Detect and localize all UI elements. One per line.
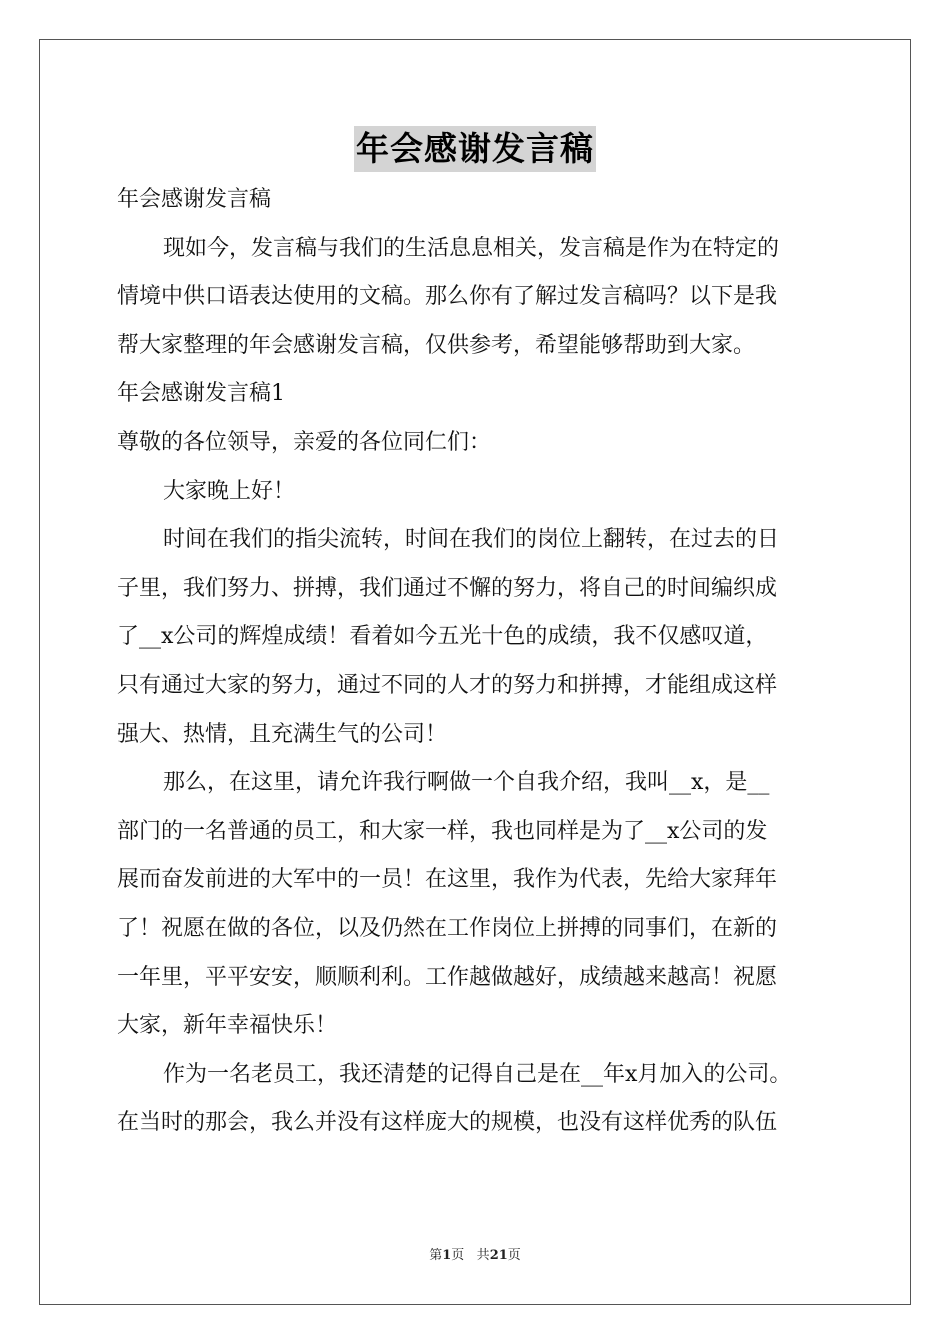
page-number: 1 [442,1248,452,1263]
document-title: 年会感谢发言稿 [354,126,596,172]
page-suffix: 页 [451,1248,465,1263]
text-line: 年会感谢发言稿1 [117,381,285,407]
text-line: 强大、热情，且充满生气的公司！ [117,721,448,747]
text-line: 大家，新年幸福快乐！ [117,1013,338,1039]
document-body [117,176,837,1148]
text-line: 现如今，发言稿与我们的生活息息相关，发言稿是作为在特定的 [163,235,780,261]
total-pages: 21 [489,1248,508,1263]
text-line: 年会感谢发言稿 [117,187,272,212]
page-footer [0,1247,950,1265]
text-line: 在当时的那会，我么并没有这样庞大的规模，也没有这样优秀的队伍 [117,1110,778,1136]
text-line: 展而奋发前进的大军中的一员！在这里，我作为代表，先给大家拜年 [117,867,778,893]
text-line: 尊敬的各位领导，亲爱的各位同仁们： [117,429,492,455]
page-prefix: 第 [429,1248,443,1263]
text-line: 了__x公司的辉煌成绩！看着如今五光十色的成绩，我不仅感叹道， [117,624,768,650]
text-line: 一年里，平平安安，顺顺利利。工作越做越好，成绩越来越高！祝愿 [117,964,778,990]
text-line: 情境中供口语表达使用的文稿。那么你有了解过发言稿吗？以下是我 [117,284,778,310]
text-line: 只有通过大家的努力，通过不同的人才的努力和拼搏，才能组成这样 [117,672,778,698]
text-line: 部门的一名普通的员工，和大家一样，我也同样是为了__x公司的发 [117,818,768,844]
text-line: 作为一名老员工，我还清楚的记得自己是在__年x月加入的公司。 [163,1061,792,1087]
text-line: 子里，我们努力、拼搏，我们通过不懈的努力，将自己的时间编织成 [117,575,778,601]
total-prefix: 共 [476,1248,490,1263]
text-line: 那么，在这里，请允许我行啊做一个自我介绍，我叫__x，是__ [163,770,770,796]
text-line: 时间在我们的指尖流转，时间在我们的岗位上翻转，在过去的日 [163,527,780,553]
text-line: 帮大家整理的年会感谢发言稿，仅供参考，希望能够帮助到大家。 [117,332,756,358]
text-line: 大家晚上好！ [163,478,296,504]
total-suffix: 页 [507,1248,521,1263]
text-line: 了！祝愿在做的各位，以及仍然在工作岗位上拼搏的同事们，在新的 [117,915,778,941]
title-container [0,126,950,172]
